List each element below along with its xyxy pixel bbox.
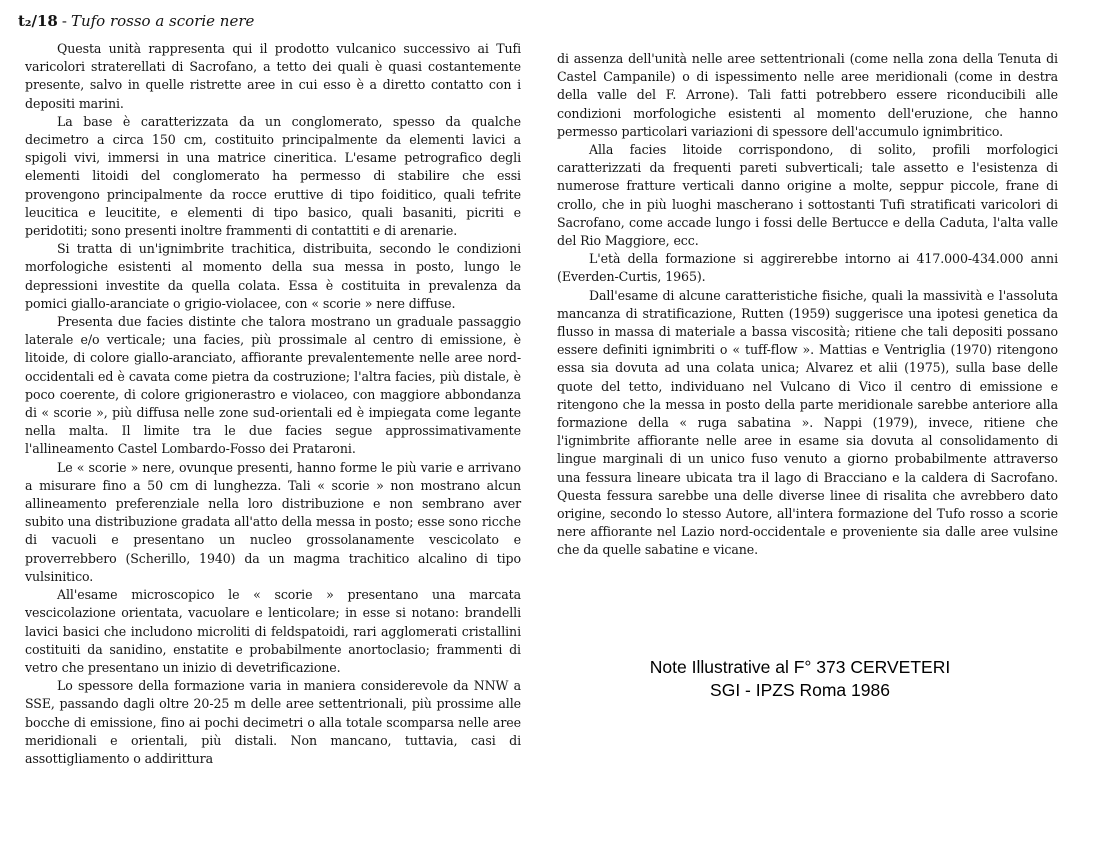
paragraph: Presenta due facies distinte che talora mostrano un graduale passaggio laterale e/o verticale; una facies, più prossimale al centro di emissione, è litoide, di colore giallo-aranciato, affiorante prevalentemente nelle aree nord-occidentali ed è cavata come pietra da costruzione; l'altra facies, più distale, è poco coerente, di colore grigionerastro e violaceo, con maggiore abbondanza di « scorie », più diffusa nelle zone sud-orientali ed è impiegata come legante nella malta. Il limite tra le due facies segue approssimativamente l'allineamento Castel Lombardo-Fosso dei Prataroni.	[25, 314, 521, 457]
running-header	[18, 12, 254, 30]
caption-line: Note Illustrative al F° 373 CERVETERI	[649, 657, 951, 677]
header-title: Tufo rosso a scorie nere	[70, 12, 255, 30]
paragraph: Si tratta di un'ignimbrite trachitica, distribuita, secondo le condizioni morfologiche esistenti al momento della sua messa in posto, lungo le depressioni investite da quella colata. Essa è costituita in prevalenza da pomici giallo-aranciate o grigio-violacee, con « scorie » nere diffuse.	[25, 241, 521, 311]
caption-line: SGI - IPZS Roma 1986	[710, 680, 890, 700]
paragraph: Dall'esame di alcune caratteristiche fisiche, quali la massività e l'assoluta mancanza di stratificazione, Rutten (1959) suggerisce una ipotesi genetica da flusso in massa di materiale a bassa viscosità; ritiene che tali depositi possano essere definiti ignimbriti o « tuff-flow ». Mattias e Ventriglia (1970) ritengono essa sia dovuta ad una colata unica; Alvarez et alii (1975), sulla base delle quote del tetto, individuano nel Vulcano di Vico il centro di emissione e ritengono che la messa in posto della parte meridionale sarebbe anteriore alla formazione della « ruga sabatina ». Nappi (1979), invece, ritiene che l'ignimbrite affiorante nelle aree in esame sia dovuta al consolidamento di lingue marginali di un unico fuso venuto a giorno probabilmente attraverso una fessura lineare ubicata tra il lago di Bracciano e la caldera di Sacrofano. Questa fessura sarebbe una delle diverse linee di risalita che avrebbero dato origine, secondo lo stesso Autore, all'intera formazione del Tufo rosso a scorie nere affiorante nel Lazio nord-occidentale e proveniente sia dalle aree vulsine che da quelle sabatine e vicane.	[557, 287, 1058, 558]
paragraph: di assenza dell'unità nelle aree settentrionali (come nella zona della Tenuta di Castel Campanile) o di ispessimento nelle aree meridionali (come in destra della valle del F. Arrone). Tali fatti potrebbero essere riconducibili alle condizioni morfologiche esistenti al momento dell'eruzione, che hanno permesso particolari variazioni di spessore dell'accumulo ignimbritico.	[557, 51, 1058, 139]
header-separator: -	[61, 12, 67, 30]
paragraph: Questa unità rappresenta qui il prodotto vulcanico successivo ai Tufi varicolori straterellati di Sacrofano, a tetto dei quali è quasi costantemente presente, salvo in quelle ristrette aree in cui esso è a diretto contatto con i depositi marini.	[25, 41, 521, 111]
source-caption	[590, 656, 1010, 702]
paragraph: Lo spessore della formazione varia in maniera considerevole da NNW a SSE, passando dagli oltre 20-25 m delle aree settentrionali, più prossime alle bocche di emissione, fino ai pochi decimetri o alla totale scomparsa nelle aree meridionali e orientali, più distali. Non mancano, tuttavia, casi di assottigliamento o addirittura	[25, 678, 521, 766]
paragraph: Le « scorie » nere, ovunque presenti, hanno forme le più varie e arrivano a misurare fino a 50 cm di lunghezza. Tali « scorie » non mostrano alcun allineamento preferenziale nella loro distribuzione e non sembrano aver subito una distribuzione gradata all'atto della messa in posto; esse sono ricche di vacuoli e presentano un nucleo grossolanamente vescicolato e proverrebbero (Scherillo, 1940) da un magma trachitico alcalino di tipo vulsinitico.	[25, 459, 522, 584]
paragraph: Alla facies litoide corrispondono, di solito, profili morfologici caratterizzati da frequenti pareti subverticali; tale assetto e l'esistenza di numerose fratture verticali danno origine a molte, seppur piccole, frane di crollo, che in più luoghi mascherano i sottostanti Tufi stratificati varicolori di Sacrofano, come accade lungo i fossi delle Bertucce e della Caduta, l'alta valle del Rio Maggiore, ecc.	[557, 142, 1058, 249]
right-text-column	[557, 50, 1058, 560]
page-number: t₂/18	[18, 12, 58, 30]
paragraph: L'età della formazione si aggirerebbe intorno ai 417.000-434.000 anni (Everden-Curtis, 1965).	[557, 251, 1058, 285]
paragraph: All'esame microscopico le « scorie » presentano una marcata vescicolazione orientata, vacuolare e lenticolare; in esse si notano: brandelli lavici basici che includono microliti di feldspatoidi, rari agglomerati cristallini costituiti da sanidino, enstatite e probabilmente anortoclasio; frammenti di vetro che presentano un inizio di devetrificazione.	[25, 587, 521, 675]
paragraph: La base è caratterizzata da un conglomerato, spesso da qualche decimetro a circa 150 cm, costituito principalmente da elementi lavici a spigoli vivi, immersi in una matrice cineritica. L'esame petrografico degli elementi litoidi del conglomerato ha permesso di stabilire che essi provengono principalmente da rocce eruttive di tipo foiditico, quali tefrite leucitica e leucitite, e elementi di tipo basico, quali basaniti, picriti e peridotiti; sono presenti inoltre frammenti di contattiti e di arenarie.	[25, 113, 521, 239]
left-text-column	[25, 40, 521, 768]
